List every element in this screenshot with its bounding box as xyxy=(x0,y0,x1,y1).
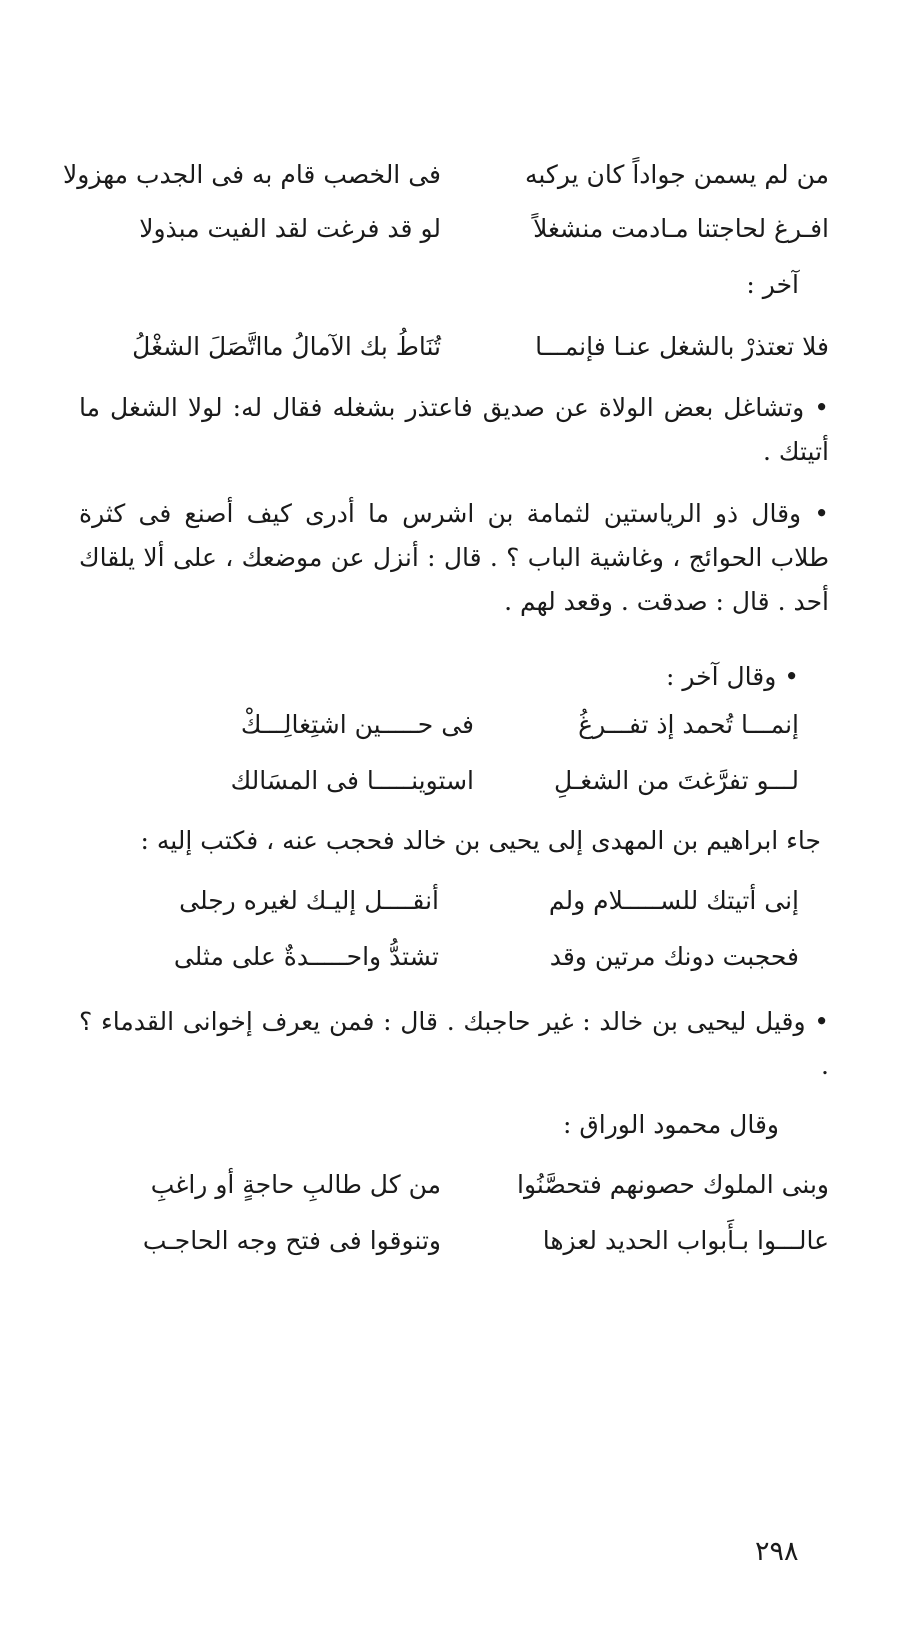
speaker-label-warraq: وقال محمود الوراق : xyxy=(563,1110,779,1139)
poem5-line1-hemistich2: من كل طالبِ حاجةٍ أو راغبِ xyxy=(150,1170,441,1199)
poem5-line2-hemistich1: عالـــوا بـأَبواب الحديد لعزها xyxy=(542,1226,829,1255)
poem5-line1-hemistich1: وبنى الملوك حصونهم فتحصَّنُوا xyxy=(517,1170,829,1199)
poem2-hemistich1: فلا تعتذرْ بالشغل عنـا فإنمـــا xyxy=(535,332,829,361)
poem3-line1-hemistich2: فى حـــــين اشتِغالِـــكْ xyxy=(240,710,474,739)
poem4-line1-hemistich2: أنقــــل إليـك لغيره رجلى xyxy=(179,886,439,915)
speaker-label-another: • وقال آخر : xyxy=(665,662,799,691)
poem4-line2-hemistich1: فحجبت دونك مرتين وقد xyxy=(549,942,799,971)
anecdote-paragraph-2: • وقال ذو الرياستين لثمامة بن اشرس ما أدرى كيف أصنع فى كثرة طلاب الحوائج ، وغاشية الباب ؟ . قال : أنزل عن موضعك ، على ألا يلقاك أحد . قال : صدقت . وقعد لهم . xyxy=(79,499,829,616)
poem1-line1-hemistich1: من لم يسمن جواداً كان يركبه xyxy=(524,160,829,189)
poem3-line1-hemistich1: إنمـــا تُحمد إذ تفـــرغُ xyxy=(578,710,799,739)
poem2-hemistich2: تُنَاطُ بك الآمالُ مااتَّصَلَ الشغْلُ xyxy=(132,332,441,361)
anecdote-paragraph-1: • وتشاغل بعض الولاة عن صديق فاعتذر بشغله فقال له: لولا الشغل ما أتيتك . xyxy=(79,393,829,466)
poem1-line1-hemistich2: فى الخصب قام به فى الجدب مهزولا xyxy=(63,160,441,189)
poem4-line1-hemistich1: إنى أتيتك للســـــلام ولم xyxy=(548,886,799,915)
page-number: ٢٩٨ xyxy=(755,1536,799,1567)
speaker-label-other: آخر : xyxy=(746,270,799,299)
intro-ibrahim: جاء ابراهيم بن المهدى إلى يحيى بن خالد فحجب عنه ، فكتب إليه : xyxy=(140,826,821,855)
poem1-line2-hemistich2: لو قد فرغت لقد الفيت مبذولا xyxy=(139,214,441,243)
poem1-line2-hemistich1: افـرغ لحاجتنا مـادمت منشغلاً xyxy=(533,214,829,243)
poem4-line2-hemistich2: تشتدُّ واحـــــدةٌ على مثلى xyxy=(173,942,439,971)
anecdote-paragraph-3: • وقيل ليحيى بن خالد : غير حاجبك . قال : فمن يعرف إخوانى القدماء ؟ . xyxy=(79,1007,829,1080)
poem3-line2-hemistich1: لـــو تفرَّغتَ من الشغـلِ xyxy=(554,766,799,795)
poem5-line2-hemistich2: وتنوقوا فى فتح وجه الحاجـب xyxy=(142,1226,441,1255)
poem3-line2-hemistich2: استوينـــــا فى المسَالك xyxy=(230,766,474,795)
